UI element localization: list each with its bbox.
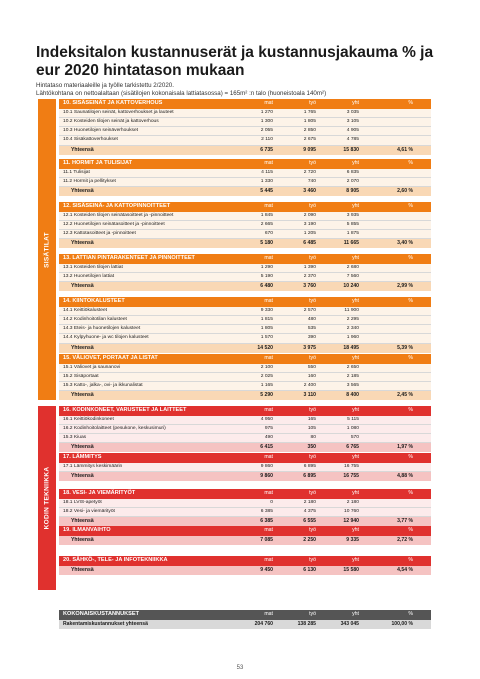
total-label: Yhteensä	[71, 392, 94, 399]
col-mat: mat	[264, 407, 273, 413]
item-yht: 1 080	[346, 425, 359, 431]
total-pct: 4,54 %	[397, 566, 413, 573]
total-yht: 15 830	[343, 146, 359, 153]
total-tyo: 3 760	[303, 283, 316, 290]
cost-section	[59, 202, 431, 248]
col-mat: mat	[264, 527, 273, 533]
item-mat: 1 330	[260, 178, 273, 184]
item-mat: 0	[270, 499, 273, 505]
item-name: 10.4 Sisäkattoverhoukset	[63, 137, 118, 143]
total-mat: 6 385	[260, 518, 273, 525]
cost-section	[59, 489, 431, 526]
item-name: 14.3 Eteis- ja huonetilojen kalusteet	[63, 326, 141, 332]
section-title: 11. HORMIT JA TULISIJAT	[63, 160, 132, 166]
total-label: Yhteensä	[71, 188, 94, 195]
table-row	[59, 273, 431, 282]
section-header	[59, 297, 431, 307]
total-pct: 5,39 %	[397, 344, 413, 351]
item-mat: 2 025	[260, 373, 273, 379]
col-pct: %	[408, 611, 413, 617]
item-yht: 11 900	[344, 307, 359, 313]
item-yht: 16 755	[344, 463, 359, 469]
total-pct: 2,60 %	[397, 188, 413, 195]
item-yht: 5 115	[347, 416, 359, 422]
item-name: 14.4 Kylpyhuone- ja wc tilojen kalusteet	[63, 335, 149, 341]
col-tyo: työ	[309, 255, 316, 261]
col-mat: mat	[264, 298, 273, 304]
summary-header	[59, 610, 431, 620]
total-tyo: 3 460	[303, 188, 316, 195]
col-tyo: työ	[309, 203, 316, 209]
section-title: 19. ILMANVAIHTO	[63, 527, 111, 533]
total-tyo: 3 110	[303, 392, 316, 399]
item-tyo: 2 400	[303, 383, 316, 389]
col-mat: mat	[264, 611, 273, 617]
cost-section	[59, 254, 431, 291]
section-total-row	[59, 344, 431, 353]
col-pct: %	[408, 160, 413, 166]
section-total-row	[59, 391, 431, 400]
item-name: 15.1 Väliovet ja saunanovi	[63, 364, 121, 370]
section-header	[59, 354, 431, 364]
total-tyo: 3 975	[303, 344, 316, 351]
summary-pct: 100,00 %	[391, 620, 413, 627]
col-pct: %	[408, 298, 413, 304]
col-tyo: työ	[309, 100, 316, 106]
total-mat: 7 085	[260, 536, 273, 543]
table-row	[59, 499, 431, 508]
item-tyo: 480	[307, 316, 316, 322]
item-yht: 1 875	[346, 231, 359, 237]
item-mat: 670	[264, 231, 273, 237]
item-name: 15.2 Sisäportaat	[63, 373, 99, 379]
col-yht: yht	[352, 611, 359, 617]
table-row	[59, 307, 431, 316]
item-tyo: 165	[307, 416, 316, 422]
item-name: 18.2 Vesi- ja viemärityöt	[63, 508, 115, 514]
item-mat: 1 845	[260, 212, 273, 218]
section-header	[59, 489, 431, 499]
item-tyo: 535	[307, 326, 316, 332]
col-mat: mat	[264, 255, 273, 261]
item-tyo: 6 895	[303, 463, 316, 469]
col-pct: %	[408, 557, 413, 563]
item-yht: 3 935	[346, 212, 359, 218]
section-total-row	[59, 517, 431, 526]
total-label: Yhteensä	[71, 344, 94, 351]
cost-section	[59, 556, 431, 575]
item-mat: 1 270	[260, 109, 273, 115]
col-yht: yht	[352, 557, 359, 563]
summary-table	[59, 610, 431, 629]
section-header	[59, 202, 431, 212]
item-name: 17.1 Lämmitys keskimäärin	[63, 463, 123, 469]
total-mat: 6 415	[260, 444, 273, 451]
col-yht: yht	[352, 355, 359, 361]
total-pct: 2,45 %	[397, 392, 413, 399]
col-pct: %	[408, 255, 413, 261]
table-row	[59, 316, 431, 325]
col-tyo: työ	[309, 298, 316, 304]
item-mat: 2 665	[260, 221, 273, 227]
col-yht: yht	[352, 255, 359, 261]
item-name: 10.3 Huonetilojen seinäverhoukset	[63, 128, 139, 134]
table-row	[59, 118, 431, 127]
item-tyo: 550	[307, 364, 316, 370]
col-pct: %	[408, 527, 413, 533]
col-yht: yht	[352, 160, 359, 166]
section-title: 16. KODINKONEET, VARUSTEET JA LAITTEET	[63, 407, 187, 413]
item-tyo: 2 570	[303, 307, 316, 313]
col-mat: mat	[264, 454, 273, 460]
total-label: Yhteensä	[71, 518, 94, 525]
summary-mat: 204 760	[254, 620, 273, 627]
item-tyo: 160	[307, 373, 316, 379]
section-header	[59, 556, 431, 566]
item-mat: 1 815	[260, 316, 273, 322]
total-mat: 5 180	[260, 240, 273, 247]
section-title: 17. LÄMMITYS	[63, 454, 102, 460]
item-name: 11.2 Hormit ja pellitykset	[63, 178, 116, 184]
total-tyo: 6 555	[303, 518, 316, 525]
col-pct: %	[408, 454, 413, 460]
col-tyo: työ	[309, 407, 316, 413]
section-total-row	[59, 239, 431, 248]
total-mat: 9 450	[260, 566, 273, 573]
table-row	[59, 169, 431, 178]
total-tyo: 6 485	[303, 240, 316, 247]
total-yht: 8 905	[346, 188, 359, 195]
section-total-row	[59, 187, 431, 196]
total-tyo: 9 095	[303, 146, 316, 153]
table-row	[59, 508, 431, 517]
item-yht: 2 650	[346, 364, 359, 370]
section-total-row	[59, 443, 431, 452]
item-name: 12.1 Kosteiden tilojen seinätasoitteet ja -pinnoitteet	[63, 212, 174, 218]
item-mat: 4 115	[261, 169, 273, 175]
item-yht: 2 295	[346, 316, 359, 322]
col-pct: %	[408, 100, 413, 106]
item-yht: 2 180	[346, 499, 359, 505]
item-name: 10.1 Saunatilojen seinät, kattoverhoukset ja lauteet	[63, 109, 174, 115]
total-yht: 18 495	[343, 344, 359, 351]
item-name: 15.3 Katto-, jalka-, ovi- ja ikkunalistat	[63, 383, 143, 389]
item-yht: 4 785	[346, 137, 359, 143]
item-yht: 3 565	[346, 383, 359, 389]
section-title: 10. SISÄSEINÄT JA KATTOVERHOUS	[63, 100, 163, 106]
total-label: Yhteensä	[71, 146, 94, 153]
item-name: 11.1 Tulisijat	[63, 169, 90, 175]
item-yht: 2 070	[346, 178, 359, 184]
section-title: 14. KIINTOKALUSTEET	[63, 298, 125, 304]
col-yht: yht	[352, 454, 359, 460]
item-tyo: 2 675	[303, 137, 316, 143]
item-tyo: 1 205	[303, 231, 316, 237]
item-tyo: 740	[307, 178, 316, 184]
col-pct: %	[408, 355, 413, 361]
section-title: 18. VESI- JA VIEMÄRITYÖT	[63, 490, 136, 496]
table-row	[59, 382, 431, 391]
item-tyo: 2 180	[303, 499, 316, 505]
item-yht: 6 835	[346, 169, 359, 175]
item-name: 13.2 Huonetilojen lattiat	[63, 273, 115, 279]
cost-section	[59, 354, 431, 400]
total-mat: 6 480	[260, 283, 273, 290]
total-label: Yhteensä	[71, 283, 94, 290]
col-pct: %	[408, 203, 413, 209]
col-yht: yht	[352, 490, 359, 496]
section-total-row	[59, 472, 431, 481]
col-tyo: työ	[309, 454, 316, 460]
sidebar-interior-label: SISÄTILAT	[43, 231, 51, 268]
col-mat: mat	[264, 203, 273, 209]
section-title: 12. SISÄSEINÄ- JA KATTOPINNOITTEET	[63, 203, 171, 209]
item-tyo: 390	[307, 335, 316, 341]
table-row	[59, 230, 431, 239]
item-mat: 2 055	[260, 128, 273, 134]
total-mat: 6 735	[260, 146, 273, 153]
item-name: 12.3 Kattotasoitteet ja -pinnoitteet	[63, 231, 136, 237]
section-title: 20. SÄHKÖ-, TELE- JA INFOTEKNIIKKA	[63, 557, 168, 563]
total-tyo: 6 895	[303, 472, 316, 479]
item-yht: 3 035	[346, 109, 359, 115]
table-row	[59, 325, 431, 334]
item-yht: 10 760	[344, 508, 359, 514]
item-mat: 1 805	[260, 326, 273, 332]
item-mat: 2 110	[261, 137, 273, 143]
page-number: 53	[236, 665, 244, 671]
item-tyo: 2 090	[303, 212, 316, 218]
total-yht: 6 765	[346, 444, 359, 451]
total-mat: 5 445	[260, 188, 273, 195]
total-pct: 3,77 %	[397, 518, 413, 525]
section-total-row	[59, 146, 431, 155]
total-yht: 12 940	[343, 518, 359, 525]
item-mat: 1 300	[260, 118, 273, 124]
total-label: Yhteensä	[71, 472, 94, 479]
section-total-row	[59, 566, 431, 575]
total-tyo: 350	[307, 444, 316, 451]
total-yht: 15 580	[343, 566, 359, 573]
col-mat: mat	[264, 355, 273, 361]
table-row	[59, 127, 431, 136]
item-mat: 1 570	[260, 335, 273, 341]
cost-section	[59, 406, 431, 452]
table-row	[59, 136, 431, 145]
item-name: 18.1 LVIS-apetyöt	[63, 499, 102, 505]
item-mat: 1 290	[260, 264, 273, 270]
col-tyo: työ	[309, 355, 316, 361]
total-yht: 9 335	[346, 536, 359, 543]
col-tyo: työ	[309, 527, 316, 533]
total-yht: 10 240	[343, 283, 359, 290]
item-name: 16.2 Kodinhoitolaitteet (pesukone, keskusimuri)	[63, 425, 166, 431]
sidebar-interior	[38, 99, 56, 400]
col-tyo: työ	[309, 611, 316, 617]
total-pct: 2,72 %	[397, 536, 413, 543]
total-yht: 16 755	[343, 472, 359, 479]
cost-section	[59, 159, 431, 196]
item-yht: 570	[350, 435, 359, 441]
summary-title: KOKONAISKUSTANNUKSET	[63, 611, 140, 617]
item-mat: 975	[264, 425, 273, 431]
item-tyo: 105	[307, 425, 316, 431]
item-mat: 9 860	[260, 463, 273, 469]
item-tyo: 1 805	[303, 118, 316, 124]
item-yht: 2 340	[346, 326, 359, 332]
table-row	[59, 463, 431, 472]
col-mat: mat	[264, 490, 273, 496]
item-yht: 1 960	[346, 335, 359, 341]
item-mat: 1 165	[260, 383, 273, 389]
item-tyo: 3 190	[303, 221, 316, 227]
price-level-note: Hintataso materiaaleille ja työlle tarkistettu 2/2020.	[36, 82, 174, 89]
item-name: 16.1 Keittiökodinkoneet	[63, 416, 114, 422]
item-tyo: 2 370	[303, 273, 316, 279]
total-yht: 11 665	[343, 240, 359, 247]
item-tyo: 4 375	[303, 508, 316, 514]
table-row	[59, 109, 431, 118]
item-name: 14.2 Kodinhoitotilan kalusteet	[63, 316, 127, 322]
section-total-row	[59, 536, 431, 545]
section-title: 15. VÄLIOVET, PORTAAT JA LISTAT	[63, 355, 158, 361]
item-tyo: 2 850	[303, 128, 316, 134]
section-header	[59, 99, 431, 109]
table-row	[59, 212, 431, 221]
item-mat: 4 950	[260, 416, 273, 422]
section-header	[59, 526, 431, 536]
item-mat: 2 100	[260, 364, 273, 370]
total-tyo: 2 250	[303, 536, 316, 543]
total-pct: 4,88 %	[397, 472, 413, 479]
table-row	[59, 364, 431, 373]
total-yht: 8 400	[346, 392, 359, 399]
item-name: 12.2 Huonetilojen seinätasoitteet ja -pinnoitteet	[63, 221, 165, 227]
col-mat: mat	[264, 160, 273, 166]
table-row	[59, 334, 431, 343]
item-tyo: 1 390	[303, 264, 316, 270]
cost-section	[59, 99, 431, 155]
item-yht: 2 680	[346, 264, 359, 270]
item-name: 10.2 Kosteiden tilojen seinät ja kattoverhous	[63, 118, 159, 124]
section-total-row	[59, 282, 431, 291]
table-row	[59, 434, 431, 443]
item-yht: 7 560	[346, 273, 359, 279]
total-label: Yhteensä	[71, 566, 94, 573]
col-tyo: työ	[309, 557, 316, 563]
col-yht: yht	[352, 407, 359, 413]
sidebar-home-technology-label: KODIN TEKNIIKKA	[43, 466, 51, 530]
table-row	[59, 373, 431, 382]
summary-total-row	[59, 620, 431, 629]
cost-section	[59, 453, 431, 481]
item-tyo: 80	[310, 435, 316, 441]
col-tyo: työ	[309, 160, 316, 166]
col-pct: %	[408, 407, 413, 413]
section-title: 13. LATTIAN PINTARAKENTEET JA PINNOITTEET	[63, 255, 195, 261]
section-header	[59, 159, 431, 169]
col-yht: yht	[352, 298, 359, 304]
total-mat: 9 860	[260, 472, 273, 479]
col-yht: yht	[352, 203, 359, 209]
summary-yht: 343 045	[340, 620, 359, 627]
col-yht: yht	[352, 527, 359, 533]
total-pct: 3,40 %	[397, 240, 413, 247]
table-row	[59, 416, 431, 425]
item-name: 14.1 Keittiökalusteet	[63, 307, 108, 313]
total-label: Yhteensä	[71, 444, 94, 451]
item-tyo: 1 765	[303, 109, 316, 115]
col-yht: yht	[352, 100, 359, 106]
col-tyo: työ	[309, 490, 316, 496]
item-name: 13.1 Kosteiden tilojen lattiat	[63, 264, 123, 270]
item-mat: 9 330	[260, 307, 273, 313]
item-yht: 3 105	[346, 118, 359, 124]
section-header	[59, 453, 431, 463]
baseline-note: Lähtökohtana on nettoalaltaan (sisätilojen kokonaisala lattiatasossa) = 165m² :n talo (huoneistoala 140m²)	[36, 90, 327, 97]
cost-section	[59, 297, 431, 353]
summary-label: Rakentamiskustannukset yhteensä	[63, 620, 148, 627]
item-mat: 490	[264, 435, 273, 441]
col-pct: %	[408, 490, 413, 496]
page-title: Indeksitalon kustannuserät ja kustannusjakauma % ja eur 2020 hintatason mukaan	[36, 44, 434, 79]
section-header	[59, 254, 431, 264]
table-row	[59, 221, 431, 230]
total-label: Yhteensä	[71, 536, 94, 543]
item-mat: 6 385	[260, 508, 273, 514]
total-label: Yhteensä	[71, 240, 94, 247]
col-mat: mat	[264, 100, 273, 106]
total-pct: 1,97 %	[397, 444, 413, 451]
col-mat: mat	[264, 557, 273, 563]
total-mat: 14 520	[257, 344, 273, 351]
total-mat: 5 290	[260, 392, 273, 399]
table-row	[59, 178, 431, 187]
item-tyo: 2 720	[303, 169, 316, 175]
item-yht: 5 855	[346, 221, 359, 227]
table-row	[59, 425, 431, 434]
item-yht: 2 185	[346, 373, 359, 379]
sidebar-home-technology	[38, 406, 56, 590]
item-yht: 4 905	[346, 128, 359, 134]
section-header	[59, 406, 431, 416]
item-mat: 5 190	[260, 273, 273, 279]
total-pct: 2,99 %	[397, 283, 413, 290]
summary-tyo: 138 285	[297, 620, 316, 627]
item-name: 15.3 Kiuas	[63, 435, 87, 441]
total-tyo: 6 130	[303, 566, 316, 573]
cost-section	[59, 526, 431, 545]
total-pct: 4,61 %	[397, 146, 413, 153]
table-row	[59, 264, 431, 273]
